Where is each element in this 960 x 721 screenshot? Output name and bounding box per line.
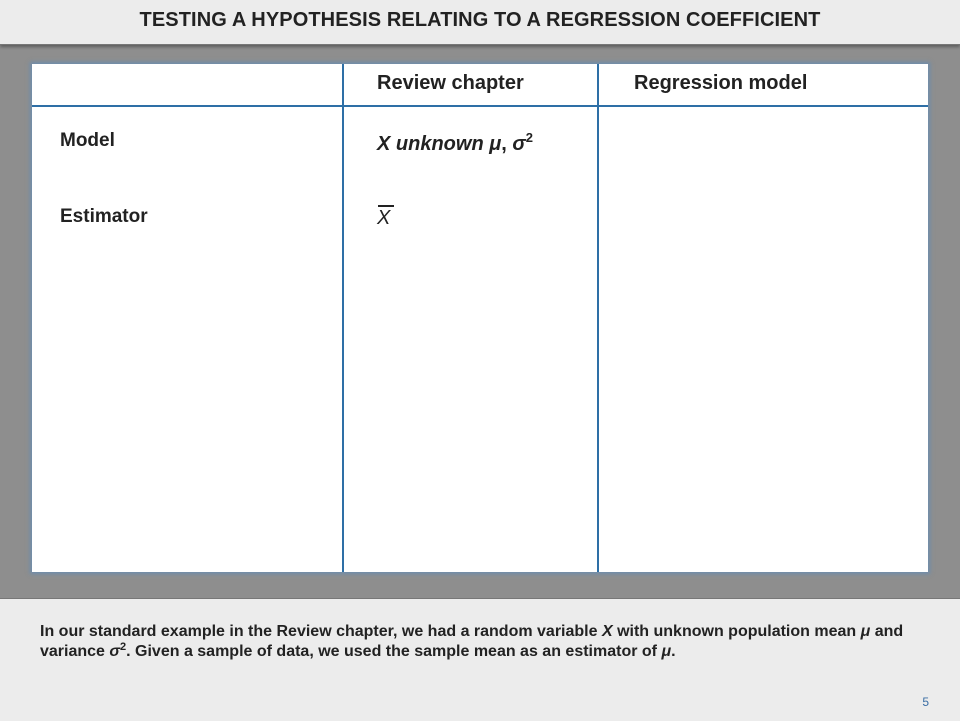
note-mu-symbol: μ	[661, 643, 672, 660]
page-number: 5	[922, 695, 929, 709]
row-label-estimator: Estimator	[60, 206, 148, 227]
notes-panel	[0, 598, 960, 721]
separator: ,	[501, 133, 513, 155]
mu-symbol: μ	[489, 133, 502, 155]
column-divider-right	[597, 64, 599, 572]
comparison-table	[32, 64, 928, 572]
notes-text	[40, 622, 920, 662]
sigma-exponent: 2	[525, 130, 533, 145]
note-part: with unknown population mean	[612, 623, 861, 640]
model-review-cell	[377, 130, 533, 156]
note-sigma-symbol: σ	[109, 643, 121, 660]
row-label-model: Model	[60, 130, 115, 151]
estimator-review-cell	[377, 204, 397, 230]
model-variable: X unknown	[377, 133, 490, 155]
sample-mean-symbol: X	[377, 207, 391, 229]
column-header-regression: Regression model	[634, 72, 808, 94]
slide-title: TESTING A HYPOTHESIS RELATING TO A REGRESSION COEFFICIENT	[139, 9, 821, 31]
column-divider-left	[342, 64, 344, 572]
note-part: and variance	[40, 623, 904, 660]
note-part: .	[671, 643, 676, 660]
note-mu-symbol: μ	[860, 623, 871, 640]
note-exponent: 2	[120, 641, 127, 653]
header-divider	[32, 105, 928, 107]
note-part: . Given a sample of data, we used the sample mean as an estimator of	[126, 643, 662, 660]
note-x-symbol: X	[601, 623, 613, 640]
sigma-symbol: σ	[512, 133, 526, 155]
column-header-review: Review chapter	[377, 72, 524, 94]
title-bar	[0, 0, 960, 45]
note-part: In our standard example in the Review chapter, we had a random variable	[40, 623, 602, 640]
